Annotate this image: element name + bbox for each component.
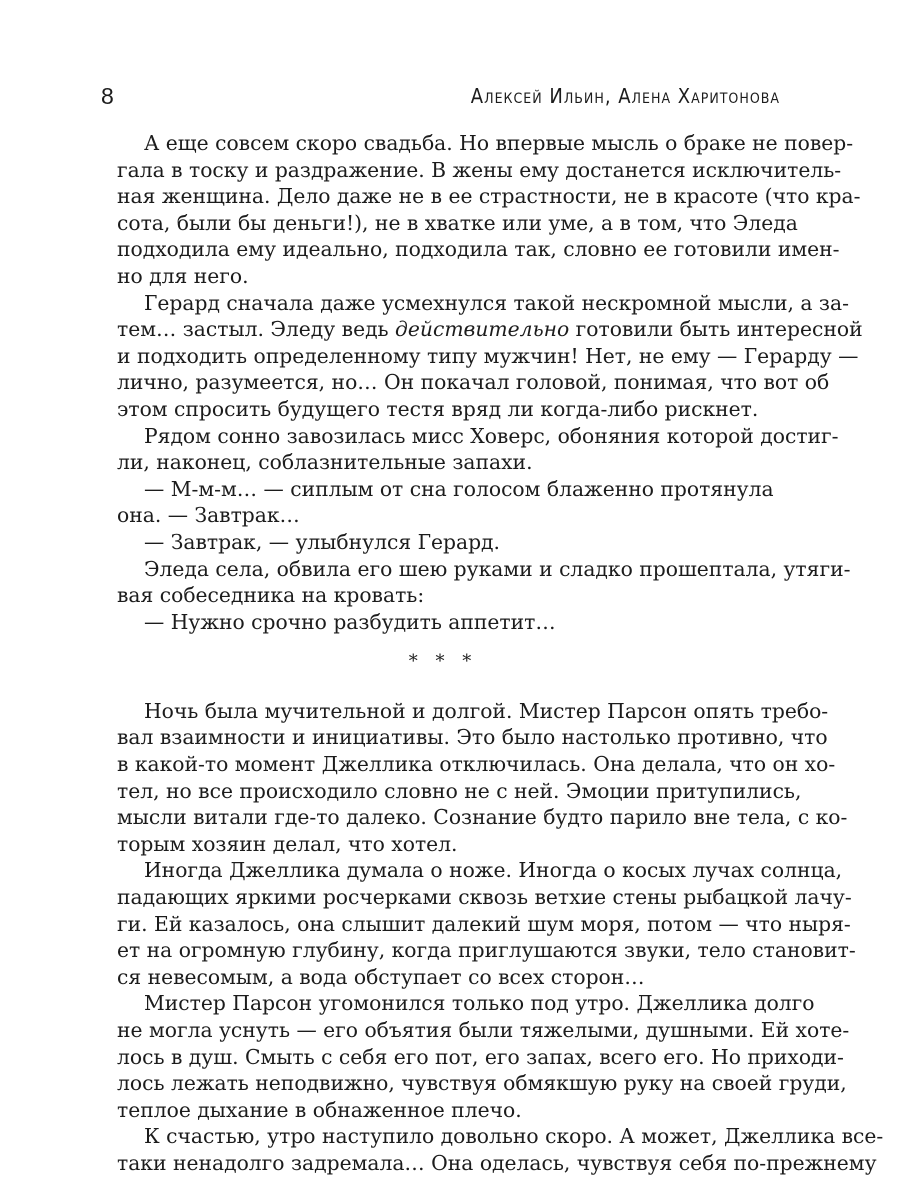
text-body	[117, 130, 884, 1177]
text-line: теплое дыхание в обнаженное плечо.	[117, 1097, 522, 1122]
text-line: тел, но все происходило словно не с ней. Эмоции притупились,	[117, 778, 802, 803]
text-line: ная женщина. Дело даже не в ее страстности, не в красоте (что кра-	[117, 184, 861, 209]
text-line: мысли витали где-то далеко. Сознание будто парило вне тела, с ко-	[117, 805, 848, 830]
text-line: Рядом сонно завозилась мисс Ховерс, обоняния которой достиг-	[144, 423, 839, 448]
text-line: падающих яркими росчерками сквозь ветхие стены рыбацкой лачу-	[117, 885, 852, 910]
text-line: в какой-то момент Джеллика отключилась. Она делала, что он хо-	[117, 752, 836, 777]
text-line: — М-м-м… — сиплым от сна голосом блаженно протянула	[144, 476, 774, 501]
text-line: лось в душ. Смыть с себя его пот, его запах, всего его. Но приходи-	[117, 1044, 844, 1069]
text-section-1	[117, 130, 863, 635]
paragraph	[117, 556, 851, 609]
text-line: — Завтрак, — улыбнулся Герард.	[144, 529, 500, 554]
text-line: вал взаимности и инициативы. Это было настолько противно, что	[117, 725, 828, 750]
text-line: лось лежать неподвижно, чувствуя обмякшую руку на своей груди,	[117, 1071, 847, 1096]
paragraph	[117, 1123, 884, 1176]
text-line: гала в тоску и раздражение. В жены ему достанется исключитель-	[117, 157, 842, 182]
text-line: сота, были бы деньги!), не в хватке или уме, а в том, что Эледа	[117, 210, 798, 235]
paragraph	[117, 529, 769, 556]
text-line: но для него.	[117, 263, 249, 288]
text-line: ся невесомым, а вода обступает со всех сторон…	[117, 964, 645, 989]
paragraph	[117, 698, 848, 858]
text-line: торым хозяин делал, что хотел.	[117, 831, 458, 856]
text-line: Ночь была мучительной и долгой. Мистер Парсон опять требо-	[144, 698, 829, 723]
text-line: вая собеседника на кровать:	[117, 583, 425, 608]
text-line: и подходить определенному типу мужчин! Нет, не ему — Герарду —	[117, 343, 859, 368]
text-line: Мистер Парсон угомонился только под утро. Джеллика долго	[144, 991, 815, 1016]
paragraph	[117, 130, 861, 290]
text-line: ги. Ей казалось, она слышит далекий шум моря, потом — что ныря-	[117, 911, 851, 936]
running-header: Алексей Ильин, Алена Харитонова	[470, 84, 780, 108]
text-line: ли, наконец, соблазнительные запахи.	[117, 450, 533, 475]
text-line: ет на огромную глубину, когда приглушаются звуки, тело становит-	[117, 938, 856, 963]
paragraph	[117, 857, 856, 990]
page-number: 8	[101, 83, 114, 109]
paragraph	[117, 990, 850, 1123]
text-line: К счастью, утро наступило довольно скоро. А может, Джеллика все-	[144, 1124, 884, 1149]
text-line: Эледа села, обвила его шею руками и сладко прошептала, утяги-	[144, 556, 851, 581]
text-fragment: готовили быть интересной	[569, 317, 863, 342]
paragraph	[117, 609, 769, 636]
text-section-2	[117, 698, 884, 1177]
paragraph	[117, 476, 774, 529]
text-line: Иногда Джеллика думала о ноже. Иногда о косых лучах солнца,	[144, 858, 843, 883]
text-line: тем… застыл. Эледу ведь действительно готовили быть интересной	[117, 317, 863, 342]
text-line: лично, разумеется, но… Он покачал головой, понимая, что вот об	[117, 370, 830, 395]
text-line: подходила ему идеально, подходила так, словно ее готовили имен-	[117, 237, 840, 262]
section-separator: * * *	[408, 651, 478, 673]
text-line: — Нужно срочно разбудить аппетит…	[144, 609, 556, 634]
text-line: она. — Завтрак…	[117, 503, 300, 528]
paragraph	[117, 290, 863, 423]
italic-emphasis: действительно	[395, 317, 570, 342]
paragraph	[117, 423, 839, 476]
text-line: этом спросить будущего тестя вряд ли когда-либо рискнет.	[117, 396, 759, 421]
text-line: А еще совсем скоро свадьба. Но впервые мысль о браке не повер-	[144, 131, 854, 155]
text-line: не могла уснуть — его объятия были тяжелыми, душными. Ей хоте-	[117, 1018, 850, 1042]
text-line: таки ненадолго задремала… Она оделась, чувствуя себя по-прежнему	[117, 1150, 877, 1175]
text-line: Герард сначала даже усмехнулся такой нескромной мысли, а за-	[144, 290, 849, 315]
